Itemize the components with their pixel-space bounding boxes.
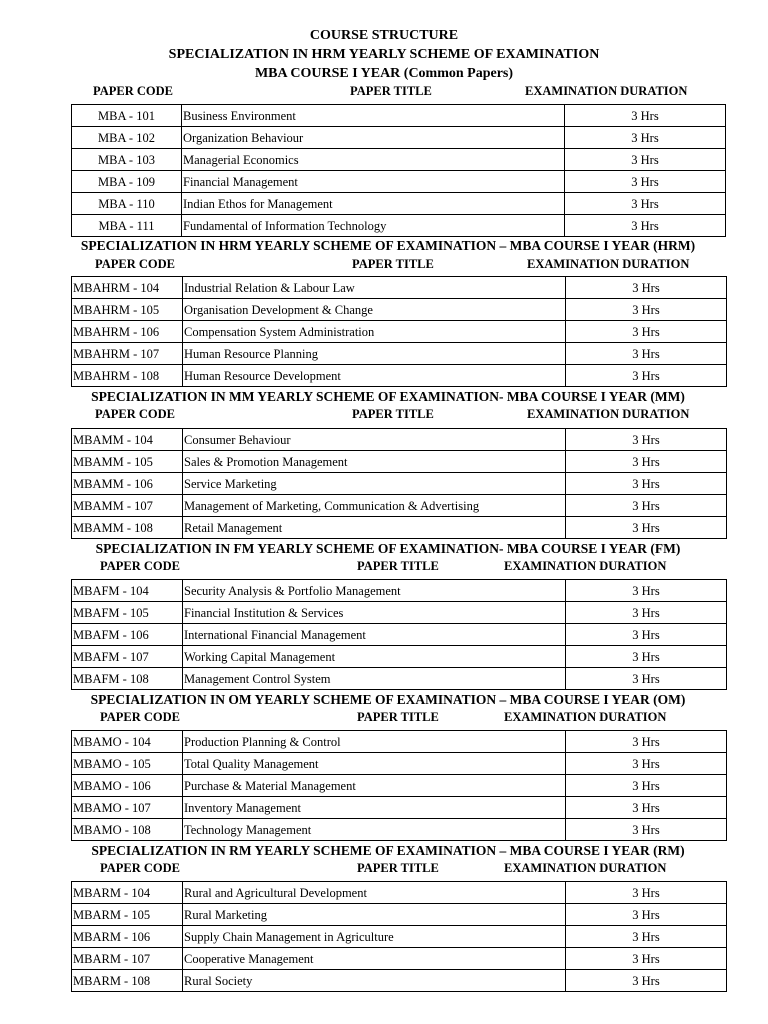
column-header-duration: EXAMINATION DURATION	[527, 407, 690, 421]
table-row	[72, 343, 727, 365]
papers-table-common	[71, 104, 726, 237]
table-row	[72, 624, 727, 646]
document-subtitle: SPECIALIZATION IN HRM YEARLY SCHEME OF EXAMINATION	[168, 47, 600, 62]
paper-code: MBAFM - 106	[72, 624, 183, 646]
paper-title: Human Resource Planning	[183, 343, 566, 365]
paper-code: MBAFM - 108	[72, 668, 183, 690]
exam-duration: 3 Hrs	[566, 343, 727, 365]
exam-duration: 3 Hrs	[565, 215, 726, 237]
paper-title: Management of Marketing, Communication & Advertising	[183, 495, 566, 517]
column-header-paper-title: PAPER TITLE	[352, 407, 434, 421]
table-row	[72, 495, 727, 517]
paper-title: Industrial Relation & Labour Law	[183, 277, 566, 299]
exam-duration: 3 Hrs	[565, 193, 726, 215]
table-row	[72, 321, 727, 343]
paper-title: Inventory Management	[183, 797, 566, 819]
column-header-paper-code: PAPER CODE	[95, 257, 175, 271]
paper-code: MBAMO - 106	[72, 775, 183, 797]
table-row	[72, 451, 727, 473]
table-row	[72, 753, 727, 775]
exam-duration: 3 Hrs	[566, 882, 727, 904]
column-header-paper-title: PAPER TITLE	[350, 84, 432, 98]
paper-code: MBARM - 107	[72, 948, 183, 970]
column-header-duration: EXAMINATION DURATION	[525, 84, 688, 98]
paper-code: MBA - 111	[72, 215, 182, 237]
exam-duration: 3 Hrs	[566, 365, 727, 387]
paper-title: Rural Marketing	[183, 904, 566, 926]
paper-title: Retail Management	[183, 517, 566, 539]
table-row	[72, 127, 726, 149]
paper-title: Technology Management	[183, 819, 566, 841]
exam-duration: 3 Hrs	[566, 299, 727, 321]
paper-code: MBAMM - 108	[72, 517, 183, 539]
paper-title: Working Capital Management	[183, 646, 566, 668]
paper-code: MBAHRM - 107	[72, 343, 183, 365]
exam-duration: 3 Hrs	[566, 819, 727, 841]
exam-duration: 3 Hrs	[566, 753, 727, 775]
table-row	[72, 646, 727, 668]
paper-title: International Financial Management	[183, 624, 566, 646]
paper-code: MBA - 110	[72, 193, 182, 215]
papers-table-hrm	[71, 276, 727, 387]
paper-code: MBAFM - 105	[72, 602, 183, 624]
table-row	[72, 277, 727, 299]
table-row	[72, 365, 727, 387]
column-header-duration: EXAMINATION DURATION	[504, 861, 667, 875]
document-title: COURSE STRUCTURE	[309, 28, 459, 43]
paper-title: Compensation System Administration	[183, 321, 566, 343]
table-row	[72, 580, 727, 602]
table-row	[72, 171, 726, 193]
paper-title: Human Resource Development	[183, 365, 566, 387]
exam-duration: 3 Hrs	[566, 517, 727, 539]
paper-title: Rural Society	[183, 970, 566, 992]
paper-code: MBARM - 105	[72, 904, 183, 926]
exam-duration: 3 Hrs	[566, 926, 727, 948]
paper-code: MBAMO - 107	[72, 797, 183, 819]
paper-code: MBAFM - 104	[72, 580, 183, 602]
exam-duration: 3 Hrs	[565, 127, 726, 149]
column-header-duration: EXAMINATION DURATION	[504, 559, 667, 573]
exam-duration: 3 Hrs	[565, 105, 726, 127]
exam-duration: 3 Hrs	[566, 602, 727, 624]
exam-duration: 3 Hrs	[566, 668, 727, 690]
exam-duration: 3 Hrs	[566, 731, 727, 753]
table-row	[72, 215, 726, 237]
paper-title: Indian Ethos for Management	[182, 193, 565, 215]
paper-code: MBA - 103	[72, 149, 182, 171]
table-row	[72, 882, 727, 904]
paper-code: MBAMO - 104	[72, 731, 183, 753]
paper-code: MBA - 102	[72, 127, 182, 149]
section-heading-om: SPECIALIZATION IN OM YEARLY SCHEME OF EXAMINATION – MBA COURSE I YEAR (OM)	[90, 692, 686, 707]
column-header-paper-code: PAPER CODE	[93, 84, 173, 98]
paper-code: MBAHRM - 108	[72, 365, 183, 387]
paper-title: Supply Chain Management in Agriculture	[183, 926, 566, 948]
paper-code: MBA - 101	[72, 105, 182, 127]
paper-title: Security Analysis & Portfolio Management	[183, 580, 566, 602]
column-header-paper-title: PAPER TITLE	[357, 861, 439, 875]
paper-title: Total Quality Management	[183, 753, 566, 775]
paper-code: MBAMM - 105	[72, 451, 183, 473]
paper-title: Managerial Economics	[182, 149, 565, 171]
section-heading-mm: SPECIALIZATION IN MM YEARLY SCHEME OF EXAMINATION- MBA COURSE I YEAR (MM)	[91, 389, 685, 404]
table-row	[72, 904, 727, 926]
paper-code: MBAHRM - 105	[72, 299, 183, 321]
exam-duration: 3 Hrs	[566, 646, 727, 668]
paper-code: MBARM - 104	[72, 882, 183, 904]
section-heading-rm: SPECIALIZATION IN RM YEARLY SCHEME OF EXAMINATION – MBA COURSE I YEAR (RM)	[91, 843, 685, 858]
paper-title: Financial Management	[182, 171, 565, 193]
table-row	[72, 797, 727, 819]
paper-title: Service Marketing	[183, 473, 566, 495]
paper-code: MBARM - 108	[72, 970, 183, 992]
exam-duration: 3 Hrs	[566, 473, 727, 495]
table-row	[72, 731, 727, 753]
table-row	[72, 193, 726, 215]
paper-title: Sales & Promotion Management	[183, 451, 566, 473]
paper-code: MBAHRM - 104	[72, 277, 183, 299]
column-header-paper-title: PAPER TITLE	[357, 710, 439, 724]
paper-code: MBAMM - 107	[72, 495, 183, 517]
table-row	[72, 819, 727, 841]
paper-code: MBA - 109	[72, 171, 182, 193]
paper-code: MBAMO - 108	[72, 819, 183, 841]
exam-duration: 3 Hrs	[566, 429, 727, 451]
paper-title: Purchase & Material Management	[183, 775, 566, 797]
column-header-paper-code: PAPER CODE	[100, 861, 180, 875]
exam-duration: 3 Hrs	[566, 277, 727, 299]
exam-duration: 3 Hrs	[565, 149, 726, 171]
paper-title: Rural and Agricultural Development	[183, 882, 566, 904]
paper-title: Cooperative Management	[183, 948, 566, 970]
paper-title: Consumer Behaviour	[183, 429, 566, 451]
table-row	[72, 602, 727, 624]
table-row	[72, 429, 727, 451]
exam-duration: 3 Hrs	[566, 904, 727, 926]
exam-duration: 3 Hrs	[566, 580, 727, 602]
exam-duration: 3 Hrs	[566, 775, 727, 797]
paper-title: Organisation Development & Change	[183, 299, 566, 321]
exam-duration: 3 Hrs	[565, 171, 726, 193]
paper-code: MBARM - 106	[72, 926, 183, 948]
exam-duration: 3 Hrs	[566, 948, 727, 970]
table-row	[72, 948, 727, 970]
column-header-duration: EXAMINATION DURATION	[504, 710, 667, 724]
exam-duration: 3 Hrs	[566, 797, 727, 819]
section-heading-fm: SPECIALIZATION IN FM YEARLY SCHEME OF EXAMINATION- MBA COURSE I YEAR (FM)	[95, 541, 681, 556]
paper-code: MBAFM - 107	[72, 646, 183, 668]
paper-code: MBAMM - 104	[72, 429, 183, 451]
column-header-paper-title: PAPER TITLE	[352, 257, 434, 271]
papers-table-rm	[71, 881, 727, 992]
exam-duration: 3 Hrs	[566, 624, 727, 646]
table-row	[72, 473, 727, 495]
table-row	[72, 105, 726, 127]
table-row	[72, 775, 727, 797]
table-row	[72, 517, 727, 539]
column-header-paper-code: PAPER CODE	[100, 559, 180, 573]
paper-title: Business Environment	[182, 105, 565, 127]
section-heading-hrm: SPECIALIZATION IN HRM YEARLY SCHEME OF EXAMINATION – MBA COURSE I YEAR (HRM)	[80, 238, 696, 253]
column-header-duration: EXAMINATION DURATION	[527, 257, 690, 271]
paper-code: MBAMO - 105	[72, 753, 183, 775]
paper-title: Fundamental of Information Technology	[182, 215, 565, 237]
column-header-paper-title: PAPER TITLE	[357, 559, 439, 573]
table-row	[72, 926, 727, 948]
table-row	[72, 299, 727, 321]
paper-title: Production Planning & Control	[183, 731, 566, 753]
exam-duration: 3 Hrs	[566, 970, 727, 992]
paper-code: MBAMM - 106	[72, 473, 183, 495]
paper-title: Organization Behaviour	[182, 127, 565, 149]
papers-table-mm	[71, 428, 727, 539]
exam-duration: 3 Hrs	[566, 451, 727, 473]
section-heading-common: MBA COURSE I YEAR (Common Papers)	[254, 66, 514, 81]
table-row	[72, 970, 727, 992]
papers-table-om	[71, 730, 727, 841]
paper-title: Financial Institution & Services	[183, 602, 566, 624]
paper-title: Management Control System	[183, 668, 566, 690]
paper-code: MBAHRM - 106	[72, 321, 183, 343]
exam-duration: 3 Hrs	[566, 495, 727, 517]
column-header-paper-code: PAPER CODE	[95, 407, 175, 421]
table-row	[72, 149, 726, 171]
papers-table-fm	[71, 579, 727, 690]
column-header-paper-code: PAPER CODE	[100, 710, 180, 724]
exam-duration: 3 Hrs	[566, 321, 727, 343]
table-row	[72, 668, 727, 690]
